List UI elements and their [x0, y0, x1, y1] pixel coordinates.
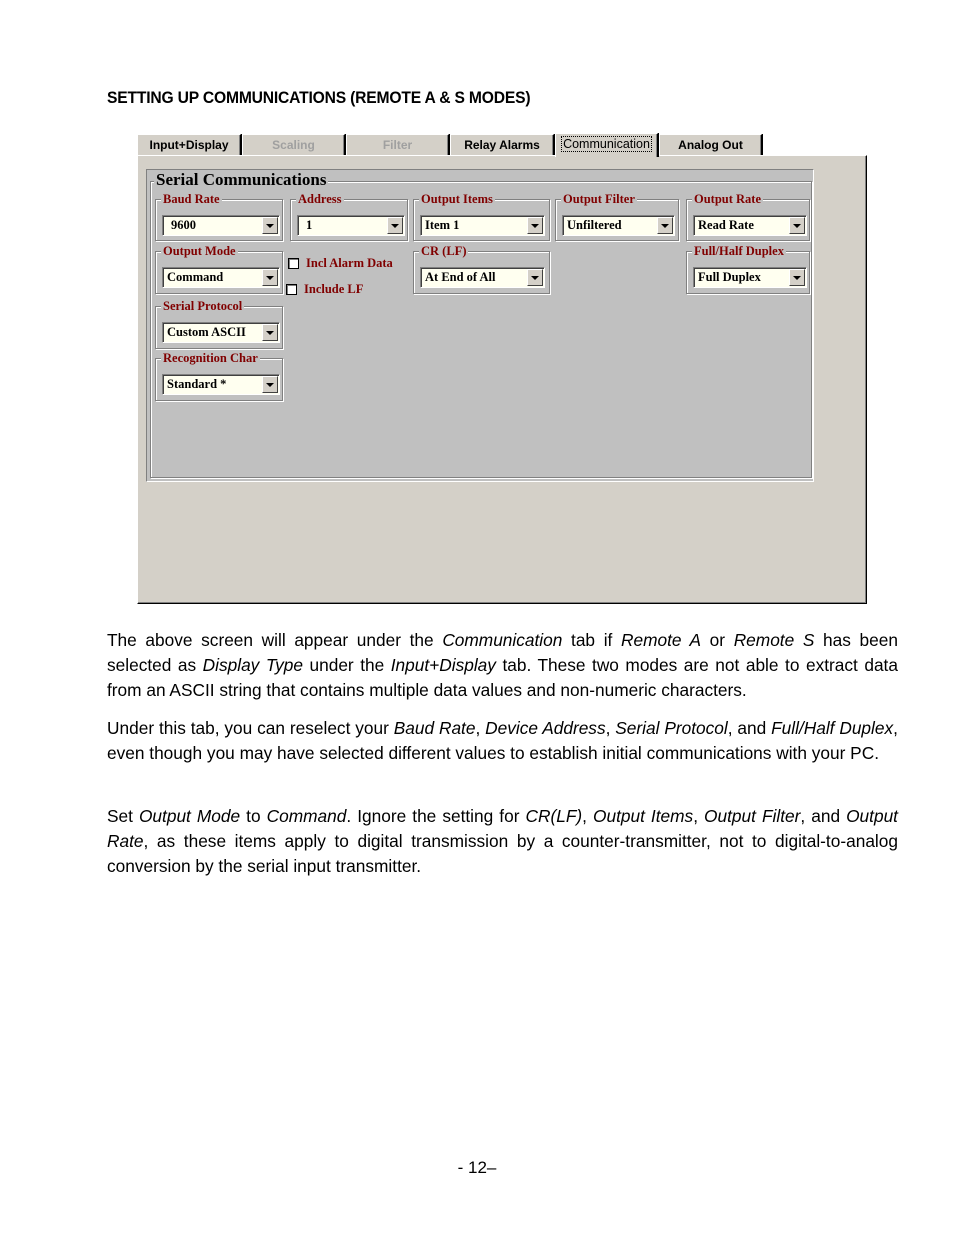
tab-input-display[interactable]	[137, 134, 241, 155]
emphasis-run: Display Type	[202, 655, 303, 675]
address-label: Address	[298, 192, 342, 206]
tab-analog-out[interactable]	[659, 134, 762, 155]
text-run: tab. These two modes are not able to extract data from an ASCII string that contains multiple data values and non-numeric characters.	[107, 655, 898, 700]
output-items-select[interactable]	[420, 215, 545, 236]
text-run: ,	[693, 806, 705, 826]
emphasis-run: Full/Half Duplex	[771, 718, 894, 738]
cr-lf-group	[413, 244, 550, 294]
output-filter-select[interactable]	[562, 215, 675, 236]
emphasis-run: Output Filter	[704, 806, 801, 826]
serial-protocol-select[interactable]	[162, 322, 280, 343]
text-run: . Ignore the setting for	[346, 806, 526, 826]
paragraph-reselect-settings	[107, 716, 898, 766]
tab-label: Communication	[563, 137, 650, 151]
paragraph-screen-description	[107, 628, 898, 703]
emphasis-run: Output Rate	[107, 806, 898, 851]
text-run: ,	[605, 718, 616, 738]
text-run: under the	[302, 655, 391, 675]
output-mode-group	[155, 244, 283, 294]
tab-label: Input+Display	[149, 138, 229, 152]
chevron-down-icon[interactable]	[657, 217, 673, 234]
emphasis-run: Serial Protocol	[615, 718, 728, 738]
emphasis-run: Device Address	[485, 718, 606, 738]
serial-protocol-value: Custom ASCII	[167, 325, 246, 339]
full-half-duplex-label: Full/Half Duplex	[694, 244, 784, 258]
full-half-duplex-value: Full Duplex	[698, 270, 761, 284]
tab-label: Analog Out	[678, 138, 743, 152]
recognition-char-label: Recognition Char	[163, 351, 258, 365]
output-filter-value: Unfiltered	[567, 218, 622, 232]
text-run: ,	[475, 718, 486, 738]
baud-rate-select[interactable]	[162, 215, 280, 236]
chevron-down-icon[interactable]	[262, 217, 278, 234]
checkbox-box[interactable]	[288, 258, 299, 269]
output-items-group	[413, 192, 550, 241]
tab-label: Relay Alarms	[464, 138, 540, 152]
tab-filter[interactable]	[346, 134, 449, 155]
section-heading: SETTING UP COMMUNICATIONS (REMOTE A & S MODES)	[107, 88, 531, 107]
tab-communication[interactable]	[555, 133, 658, 157]
text-run: , and	[727, 718, 772, 738]
output-rate-group	[686, 192, 810, 241]
cr-lf-label: CR (LF)	[421, 244, 467, 258]
emphasis-run: Output Mode	[138, 806, 241, 826]
output-mode-label: Output Mode	[163, 244, 236, 258]
address-select[interactable]	[297, 215, 405, 236]
recognition-char-group	[155, 351, 283, 401]
text-run: has been selected as	[107, 630, 898, 675]
text-run: The above screen will appear under the	[107, 630, 443, 650]
baud-rate-group	[155, 192, 283, 241]
recognition-char-value: Standard *	[167, 377, 227, 391]
tab-label: Scaling	[272, 138, 315, 152]
output-mode-value: Command	[167, 270, 224, 284]
text-run: Under this tab, you can reselect your	[107, 718, 394, 738]
page-number: - 12–	[457, 1158, 497, 1177]
output-rate-value: Read Rate	[698, 218, 754, 232]
output-mode-select[interactable]	[162, 267, 280, 288]
paragraph-output-mode	[107, 804, 898, 879]
text-run: , as these items apply to digital transmission by a counter-transmitter, not to digital-to-analog conversion by the serial input transmitter.	[107, 831, 898, 876]
baud-rate-value: 9600	[171, 218, 196, 232]
checkbox-box[interactable]	[286, 284, 297, 295]
baud-rate-label: Baud Rate	[163, 192, 220, 206]
text-run: ,	[582, 806, 594, 826]
full-half-duplex-select[interactable]	[693, 267, 807, 288]
output-items-label: Output Items	[421, 192, 493, 206]
emphasis-run: Command	[266, 806, 347, 826]
text-run: or	[701, 630, 734, 650]
serial-protocol-group	[155, 299, 283, 349]
text-run: , even though you may have selected different values to establish initial communications with your PC.	[107, 718, 898, 763]
emphasis-run: Baud Rate	[393, 718, 476, 738]
chevron-down-icon[interactable]	[262, 324, 278, 341]
emphasis-run: Remote A	[620, 630, 702, 650]
chevron-down-icon[interactable]	[262, 376, 278, 393]
address-value: 1	[306, 218, 313, 232]
output-items-value: Item 1	[425, 218, 460, 232]
output-filter-group	[555, 192, 679, 241]
chevron-down-icon[interactable]	[527, 269, 543, 286]
serial-protocol-label: Serial Protocol	[163, 299, 243, 313]
emphasis-run: Communication	[442, 630, 563, 650]
text-run: tab if	[562, 630, 621, 650]
incl-alarm-data-label: Incl Alarm Data	[306, 256, 393, 270]
output-filter-label: Output Filter	[563, 192, 635, 206]
chevron-down-icon[interactable]	[262, 269, 278, 286]
emphasis-run: CR(LF)	[525, 806, 583, 826]
emphasis-run: Remote S	[733, 630, 815, 650]
serial-communications-title: Serial Communications	[156, 170, 327, 189]
tab-label: Filter	[382, 138, 413, 152]
tab-relay-alarms[interactable]	[450, 134, 554, 155]
serial-communications-panel	[146, 169, 814, 482]
chevron-down-icon[interactable]	[527, 217, 543, 234]
communication-settings-dialog	[137, 133, 867, 604]
text-run: to	[240, 806, 267, 826]
text-run: Set	[107, 806, 139, 826]
tab-scaling[interactable]	[242, 134, 345, 155]
emphasis-run: Output Items	[593, 806, 694, 826]
include-lf-label: Include LF	[304, 282, 364, 296]
recognition-char-select[interactable]	[162, 374, 280, 395]
full-half-duplex-group	[686, 244, 810, 294]
cr-lf-value: At End of All	[425, 270, 496, 284]
cr-lf-select[interactable]	[420, 267, 545, 288]
emphasis-run: Input+Display	[390, 655, 496, 675]
chevron-down-icon[interactable]	[387, 217, 403, 234]
tab-page-communication	[137, 155, 867, 604]
chevron-down-icon[interactable]	[789, 217, 805, 234]
address-group	[290, 192, 408, 241]
text-run: , and	[800, 806, 847, 826]
chevron-down-icon[interactable]	[789, 269, 805, 286]
serial-communications-group	[150, 170, 812, 478]
output-rate-label: Output Rate	[694, 192, 762, 206]
output-rate-select[interactable]	[693, 215, 807, 236]
